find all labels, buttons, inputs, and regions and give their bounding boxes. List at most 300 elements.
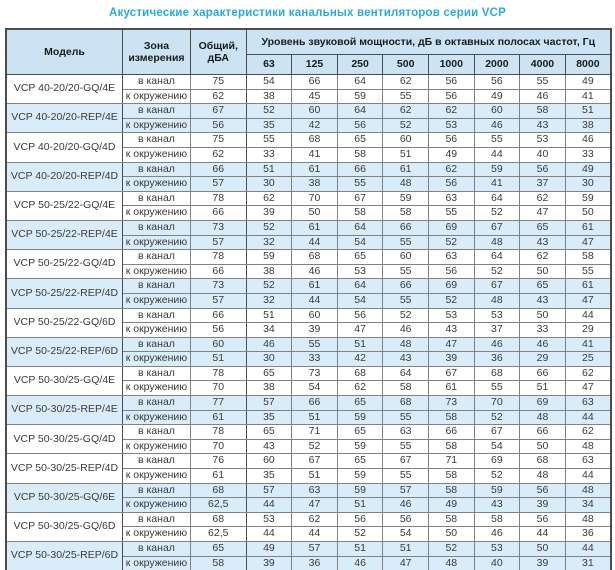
level-cell-125hz: 63 [292,483,338,498]
level-cell-2000hz: 46 [474,118,520,133]
level-cell-8000hz: 33 [565,147,611,162]
level-cell-250hz: 51 [337,498,383,513]
table-row [6,250,611,265]
level-cell-8000hz: 55 [565,264,611,279]
level-cell-63hz: 32 [246,293,292,308]
level-cell-250hz: 56 [337,512,383,527]
level-cell-1000hz: 56 [428,75,474,90]
level-cell-1000hz: 56 [428,264,474,279]
table-row [6,75,611,90]
level-cell-1000hz: 50 [428,527,474,542]
header-frequency-500: 500 [383,55,429,75]
level-cell-1000hz: 58 [428,469,474,484]
level-cell-63hz: 44 [246,498,292,513]
level-cell-2000hz: 59 [474,483,520,498]
header-frequency-4000: 4000 [520,55,566,75]
model-name: VCP 40-20/20-GQ/4D [6,133,123,162]
level-cell-500hz: 55 [383,469,429,484]
level-cell-500hz: 60 [383,133,429,148]
level-cell-1000hz: 52 [428,235,474,250]
level-cell-250hz: 59 [337,410,383,425]
level-cell-500hz: 51 [383,542,429,557]
zone-cell: в канал [123,454,191,469]
total-dba-cell: 70 [190,439,246,454]
level-cell-2000hz: 55 [474,133,520,148]
total-dba-cell: 51 [190,352,246,367]
level-cell-63hz: 44 [246,527,292,542]
level-cell-4000hz: 50 [520,542,566,557]
zone-cell: в канал [123,162,191,177]
level-cell-250hz: 58 [337,206,383,221]
total-dba-cell: 75 [190,133,246,148]
level-cell-125hz: 36 [292,556,338,570]
header-zone: Зона измерения [123,29,191,75]
level-cell-125hz: 71 [292,425,338,440]
zone-cell: в канал [123,104,191,119]
level-cell-63hz: 62 [246,191,292,206]
level-cell-125hz: 45 [292,89,338,104]
level-cell-250hz: 65 [337,454,383,469]
table-row [6,279,611,294]
level-cell-4000hz: 65 [520,279,566,294]
level-cell-63hz: 65 [246,366,292,381]
table-row [6,337,611,352]
level-cell-1000hz: 58 [428,512,474,527]
header-frequency-8000: 8000 [565,55,611,75]
level-cell-8000hz: 62 [565,366,611,381]
zone-cell: в канал [123,512,191,527]
level-cell-500hz: 59 [383,191,429,206]
acoustic-characteristics-table [5,28,612,570]
page-title: Акустические характеристики канальных вентиляторов серии VCP [108,7,507,19]
level-cell-2000hz: 36 [474,352,520,367]
zone-cell: в канал [123,366,191,381]
level-cell-4000hz: 56 [520,162,566,177]
level-cell-4000hz: 48 [520,410,566,425]
level-cell-500hz: 62 [383,75,429,90]
level-cell-500hz: 61 [383,162,429,177]
zone-cell: в канал [123,279,191,294]
zone-cell: к окружению [123,147,191,162]
zone-cell: к окружению [123,264,191,279]
level-cell-2000hz: 41 [474,177,520,192]
zone-cell: в канал [123,337,191,352]
level-cell-2000hz: 52 [474,469,520,484]
level-cell-125hz: 54 [292,381,338,396]
level-cell-250hz: 65 [337,250,383,265]
table-row [6,542,611,557]
model-name: VCP 40-20/20-REP/4D [6,162,123,191]
level-cell-1000hz: 56 [428,177,474,192]
level-cell-2000hz: 52 [474,410,520,425]
table-row [6,162,611,177]
level-cell-250hz: 42 [337,352,383,367]
level-cell-250hz: 54 [337,293,383,308]
level-cell-500hz: 48 [383,337,429,352]
level-cell-63hz: 43 [246,439,292,454]
level-cell-1000hz: 39 [428,352,474,367]
level-cell-125hz: 66 [292,75,338,90]
total-dba-cell: 62,5 [190,527,246,542]
zone-cell: в канал [123,191,191,206]
level-cell-500hz: 62 [383,104,429,119]
level-cell-4000hz: 51 [520,381,566,396]
level-cell-8000hz: 31 [565,556,611,570]
level-cell-125hz: 50 [292,206,338,221]
level-cell-1000hz: 43 [428,323,474,338]
header-frequency-1000: 1000 [428,55,474,75]
level-cell-8000hz: 36 [565,527,611,542]
level-cell-250hz: 58 [337,147,383,162]
total-dba-cell: 68 [190,512,246,527]
level-cell-1000hz: 66 [428,425,474,440]
level-cell-4000hz: 62 [520,250,566,265]
level-cell-4000hz: 62 [520,191,566,206]
level-cell-2000hz: 43 [474,498,520,513]
level-cell-250hz: 51 [337,542,383,557]
level-cell-500hz: 48 [383,177,429,192]
level-cell-4000hz: 39 [520,498,566,513]
level-cell-2000hz: 46 [474,527,520,542]
level-cell-125hz: 55 [292,337,338,352]
level-cell-63hz: 39 [246,556,292,570]
zone-cell: к окружению [123,381,191,396]
level-cell-250hz: 65 [337,133,383,148]
total-dba-cell: 78 [190,191,246,206]
level-cell-1000hz: 52 [428,542,474,557]
level-cell-125hz: 62 [292,512,338,527]
total-dba-cell: 73 [190,279,246,294]
level-cell-63hz: 59 [246,250,292,265]
level-cell-8000hz: 49 [565,162,611,177]
level-cell-250hz: 67 [337,191,383,206]
level-cell-125hz: 47 [292,498,338,513]
level-cell-500hz: 55 [383,264,429,279]
level-cell-8000hz: 47 [565,235,611,250]
level-cell-500hz: 55 [383,293,429,308]
total-dba-cell: 62 [190,89,246,104]
zone-cell: в канал [123,250,191,265]
level-cell-250hz: 64 [337,279,383,294]
level-cell-8000hz: 63 [565,454,611,469]
level-cell-2000hz: 58 [474,512,520,527]
total-dba-cell: 66 [190,308,246,323]
level-cell-500hz: 64 [383,366,429,381]
level-cell-2000hz: 48 [474,235,520,250]
level-cell-4000hz: 69 [520,396,566,411]
level-cell-1000hz: 62 [428,104,474,119]
level-cell-63hz: 51 [246,308,292,323]
level-cell-1000hz: 69 [428,279,474,294]
level-cell-4000hz: 46 [520,337,566,352]
level-cell-4000hz: 29 [520,352,566,367]
level-cell-1000hz: 58 [428,483,474,498]
level-cell-2000hz: 40 [474,556,520,570]
level-cell-8000hz: 50 [565,206,611,221]
level-cell-250hz: 54 [337,235,383,250]
level-cell-63hz: 30 [246,177,292,192]
level-cell-8000hz: 46 [565,133,611,148]
total-dba-cell: 57 [190,177,246,192]
level-cell-1000hz: 63 [428,191,474,206]
level-cell-125hz: 73 [292,366,338,381]
level-cell-250hz: 53 [337,264,383,279]
total-dba-cell: 66 [190,206,246,221]
level-cell-2000hz: 70 [474,396,520,411]
zone-cell: к окружению [123,410,191,425]
level-cell-4000hz: 68 [520,454,566,469]
level-cell-4000hz: 48 [520,469,566,484]
total-dba-cell: 67 [190,104,246,119]
zone-cell: в канал [123,75,191,90]
level-cell-63hz: 52 [246,279,292,294]
level-cell-8000hz: 51 [565,104,611,119]
level-cell-1000hz: 67 [428,366,474,381]
level-cell-8000hz: 30 [565,177,611,192]
header-frequency-125: 125 [292,55,338,75]
level-cell-63hz: 49 [246,542,292,557]
level-cell-2000hz: 46 [474,337,520,352]
level-cell-250hz: 64 [337,220,383,235]
level-cell-4000hz: 58 [520,104,566,119]
level-cell-500hz: 47 [383,556,429,570]
level-cell-4000hz: 43 [520,118,566,133]
model-name: VCP 50-30/25-REP/4E [6,396,123,425]
level-cell-2000hz: 59 [474,162,520,177]
level-cell-63hz: 35 [246,410,292,425]
level-cell-500hz: 67 [383,454,429,469]
table-row [6,396,611,411]
level-cell-2000hz: 69 [474,454,520,469]
table-row [6,512,611,527]
level-cell-1000hz: 53 [428,118,474,133]
level-cell-8000hz: 44 [565,410,611,425]
zone-cell: к окружению [123,498,191,513]
level-cell-8000hz: 62 [565,425,611,440]
level-cell-2000hz: 67 [474,279,520,294]
level-cell-8000hz: 44 [565,542,611,557]
level-cell-8000hz: 61 [565,279,611,294]
total-dba-cell: 56 [190,118,246,133]
level-cell-125hz: 68 [292,133,338,148]
zone-cell: в канал [123,220,191,235]
level-cell-4000hz: 37 [520,177,566,192]
level-cell-250hz: 59 [337,439,383,454]
level-cell-4000hz: 46 [520,89,566,104]
zone-cell: к окружению [123,439,191,454]
level-cell-1000hz: 48 [428,556,474,570]
level-cell-500hz: 43 [383,352,429,367]
level-cell-125hz: 70 [292,191,338,206]
total-dba-cell: 65 [190,542,246,557]
level-cell-2000hz: 52 [474,264,520,279]
table-row [6,366,611,381]
level-cell-2000hz: 54 [474,439,520,454]
level-cell-250hz: 52 [337,527,383,542]
zone-cell: к окружению [123,206,191,221]
level-cell-2000hz: 53 [474,542,520,557]
level-cell-250hz: 59 [337,469,383,484]
level-cell-125hz: 46 [292,264,338,279]
level-cell-4000hz: 44 [520,527,566,542]
table-row [6,308,611,323]
level-cell-125hz: 61 [292,279,338,294]
level-cell-8000hz: 34 [565,498,611,513]
level-cell-500hz: 55 [383,410,429,425]
level-cell-63hz: 52 [246,220,292,235]
model-name: VCP 50-30/25-GQ/4E [6,366,123,395]
model-name: VCP 50-25/22-REP/6D [6,337,123,366]
level-cell-125hz: 33 [292,352,338,367]
total-dba-cell: 56 [190,323,246,338]
level-cell-8000hz: 48 [565,483,611,498]
level-cell-500hz: 58 [383,206,429,221]
zone-cell: к окружению [123,556,191,570]
level-cell-8000hz: 44 [565,469,611,484]
level-cell-2000hz: 68 [474,366,520,381]
level-cell-8000hz: 63 [565,396,611,411]
total-dba-cell: 68 [190,483,246,498]
level-cell-63hz: 32 [246,235,292,250]
level-cell-500hz: 55 [383,89,429,104]
level-cell-125hz: 60 [292,104,338,119]
level-cell-4000hz: 50 [520,308,566,323]
level-cell-4000hz: 55 [520,75,566,90]
level-cell-2000hz: 53 [474,308,520,323]
level-cell-4000hz: 66 [520,425,566,440]
level-cell-63hz: 52 [246,104,292,119]
model-name: VCP 50-30/25-GQ/6D [6,512,123,541]
level-cell-250hz: 65 [337,425,383,440]
level-cell-63hz: 34 [246,323,292,338]
level-cell-125hz: 67 [292,454,338,469]
level-cell-4000hz: 65 [520,220,566,235]
level-cell-4000hz: 50 [520,264,566,279]
level-cell-125hz: 51 [292,469,338,484]
level-cell-500hz: 57 [383,483,429,498]
level-cell-4000hz: 39 [520,556,566,570]
level-cell-2000hz: 64 [474,250,520,265]
total-dba-cell: 60 [190,337,246,352]
level-cell-250hz: 68 [337,366,383,381]
level-cell-8000hz: 44 [565,308,611,323]
level-cell-250hz: 56 [337,308,383,323]
level-cell-1000hz: 49 [428,147,474,162]
level-cell-63hz: 54 [246,75,292,90]
table-body [6,75,611,570]
level-cell-2000hz: 49 [474,89,520,104]
table-row [6,220,611,235]
zone-cell: к окружению [123,527,191,542]
zone-cell: к окружению [123,118,191,133]
level-cell-250hz: 46 [337,556,383,570]
level-cell-2000hz: 64 [474,191,520,206]
level-cell-63hz: 60 [246,454,292,469]
model-name: VCP 40-20/20-REP/4E [6,104,123,133]
level-cell-250hz: 62 [337,381,383,396]
level-cell-500hz: 66 [383,279,429,294]
level-cell-4000hz: 66 [520,366,566,381]
level-cell-500hz: 55 [383,235,429,250]
model-name: VCP 50-30/25-GQ/6E [6,483,123,512]
total-dba-cell: 61 [190,410,246,425]
level-cell-125hz: 66 [292,396,338,411]
level-cell-63hz: 65 [246,425,292,440]
level-cell-1000hz: 49 [428,498,474,513]
total-dba-cell: 66 [190,162,246,177]
level-cell-500hz: 54 [383,527,429,542]
level-cell-8000hz: 59 [565,191,611,206]
level-cell-63hz: 35 [246,118,292,133]
level-cell-250hz: 51 [337,337,383,352]
level-cell-250hz: 65 [337,396,383,411]
level-cell-8000hz: 48 [565,439,611,454]
level-cell-2000hz: 55 [474,381,520,396]
total-dba-cell: 75 [190,75,246,90]
level-cell-4000hz: 33 [520,323,566,338]
level-cell-1000hz: 58 [428,439,474,454]
table-row [6,483,611,498]
level-cell-4000hz: 53 [520,133,566,148]
level-cell-250hz: 64 [337,75,383,90]
total-dba-cell: 77 [190,396,246,411]
level-cell-500hz: 58 [383,381,429,396]
model-name: VCP 50-25/22-GQ/4E [6,191,123,220]
table-row [6,191,611,206]
level-cell-125hz: 52 [292,439,338,454]
level-cell-500hz: 46 [383,498,429,513]
level-cell-63hz: 55 [246,133,292,148]
level-cell-63hz: 38 [246,381,292,396]
level-cell-125hz: 68 [292,250,338,265]
level-cell-2000hz: 37 [474,323,520,338]
level-cell-8000hz: 58 [565,250,611,265]
header-frequency-2000: 2000 [474,55,520,75]
zone-cell: к окружению [123,323,191,338]
level-cell-1000hz: 61 [428,381,474,396]
header-sound-power-group: Уровень звуковой мощности, дБ в октавных полосах частот, Гц [246,29,611,55]
model-name: VCP 50-25/22-REP/4E [6,220,123,249]
level-cell-125hz: 44 [292,235,338,250]
zone-cell: к окружению [123,469,191,484]
level-cell-2000hz: 67 [474,425,520,440]
level-cell-125hz: 39 [292,323,338,338]
total-dba-cell: 66 [190,264,246,279]
level-cell-250hz: 59 [337,483,383,498]
level-cell-8000hz: 25 [565,352,611,367]
level-cell-500hz: 66 [383,220,429,235]
level-cell-500hz: 56 [383,512,429,527]
level-cell-4000hz: 43 [520,293,566,308]
level-cell-500hz: 51 [383,147,429,162]
level-cell-250hz: 47 [337,323,383,338]
header-total-dba: Общий, дБА [190,29,246,75]
level-cell-250hz: 55 [337,177,383,192]
level-cell-1000hz: 73 [428,396,474,411]
total-dba-cell: 62 [190,147,246,162]
level-cell-125hz: 44 [292,293,338,308]
level-cell-500hz: 52 [383,308,429,323]
level-cell-500hz: 68 [383,396,429,411]
zone-cell: к окружению [123,89,191,104]
header-model: Модель [6,29,123,75]
level-cell-63hz: 39 [246,206,292,221]
level-cell-125hz: 57 [292,542,338,557]
model-name: VCP 50-25/22-GQ/4D [6,250,123,279]
level-cell-500hz: 63 [383,425,429,440]
level-cell-1000hz: 58 [428,410,474,425]
header-frequency-63: 63 [246,55,292,75]
